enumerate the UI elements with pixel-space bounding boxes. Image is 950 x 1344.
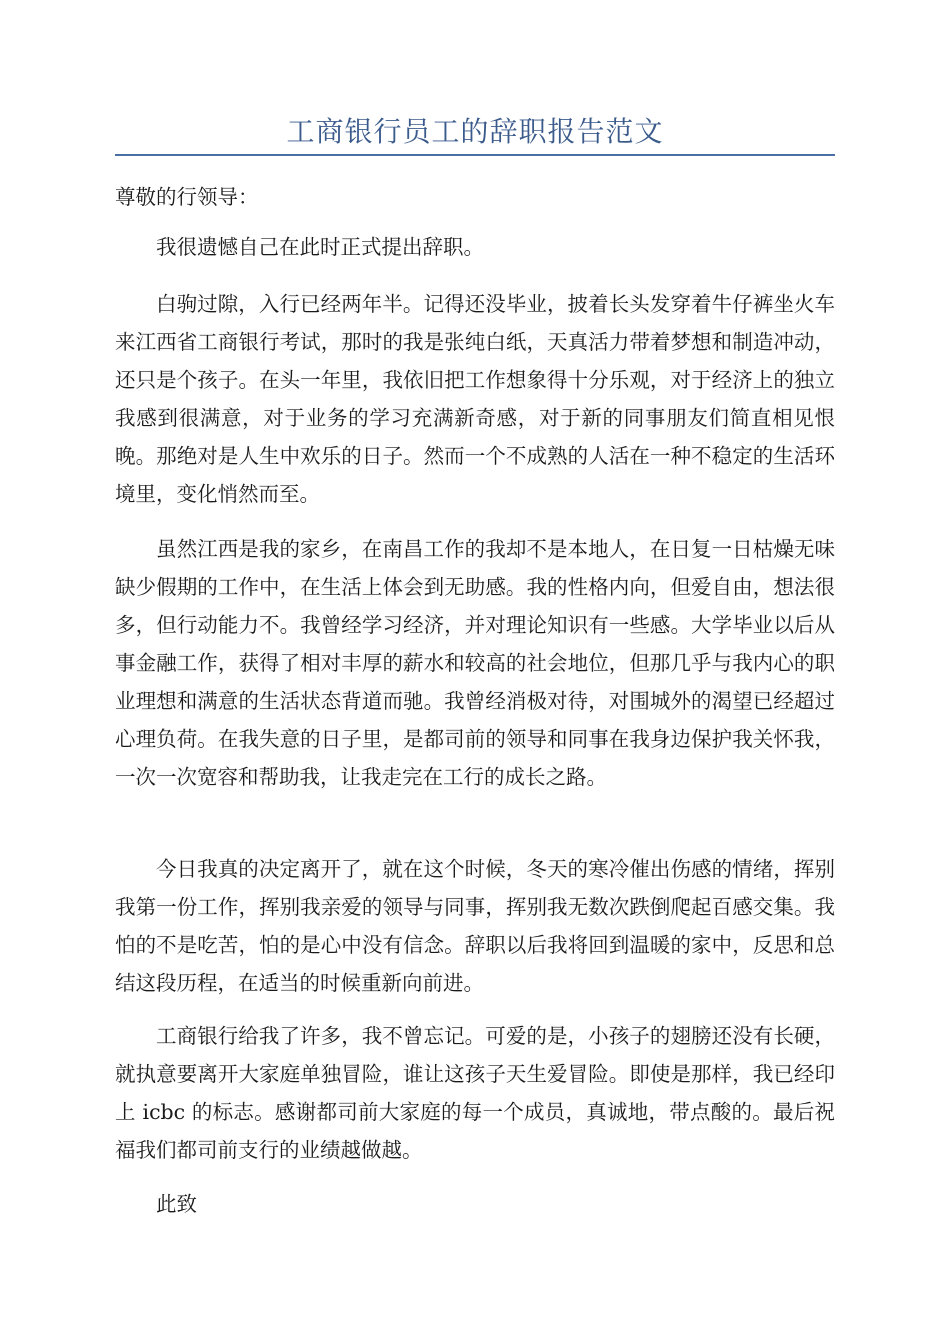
paragraph-3: 虽然江西是我的家乡，在南昌工作的我却不是本地人，在日复一日枯燥无味缺少假期的工作中，在生活上体会到无助感。我的性格内向，但爱自由，想法很多，但行动能力不。我曾经学习经济，并对理论知识有一些感。大学毕业以后从事金融工作，获得了相对丰厚的薪水和较高的社会地位，但那几乎与我内心的职业理想和满意的生活状态背道而驰。我曾经消极对待，对围城外的渴望已经超过心理负荷。在我失意的日子里，是都司前的领导和同事在我身边保护我关怀我，一次一次宽容和帮助我，让我走完在工行的成长之路。 <box>115 537 835 789</box>
paragraph-2: 白驹过隙，入行已经两年半。记得还没毕业，披着长头发穿着牛仔裤坐火车来江西省工商银行考试，那时的我是张纯白纸，天真活力带着梦想和制造冲动，还只是个孩子。在头一年里，我依旧把工作想象得十分乐观，对于经济上的独立我感到很满意，对于业务的学习充满新奇感，对于新的同事朋友们简直相见恨晚。那绝对是人生中欢乐的日子。然而一个不成熟的人活在一种不稳定的生活环境里，变化悄然而至。 <box>115 292 835 506</box>
paragraph-1: 我很遗憾自己在此时正式提出辞职。 <box>156 235 484 259</box>
paragraph-5: 工商银行给我了许多，我不曾忘记。可爱的是，小孩子的翅膀还没有长硬，就执意要离开大家庭单独冒险，谁让这孩子天生爱冒险。即使是那样，我已经印上 icbc 的标志。感谢都司前大家庭的每一个成员，真诚地，带点酸的。最后祝福我们都司前支行的业绩越做越。 <box>115 1024 835 1162</box>
closing-phrase: 此致 <box>156 1192 197 1216</box>
document-title: 工商银行员工的辞职报告范文 <box>286 115 664 148</box>
salutation: 尊敬的行领导： <box>115 185 259 209</box>
title-underline <box>115 154 835 156</box>
paragraph-4: 今日我真的决定离开了，就在这个时候，冬天的寒冷催出伤感的情绪，挥别我第一份工作，挥别我亲爱的领导与同事，挥别我无数次跌倒爬起百感交集。我怕的不是吃苦，怕的是心中没有信念。辞职以后我将回到温暖的家中，反思和总结这段历程，在适当的时候重新向前进。 <box>115 857 835 995</box>
